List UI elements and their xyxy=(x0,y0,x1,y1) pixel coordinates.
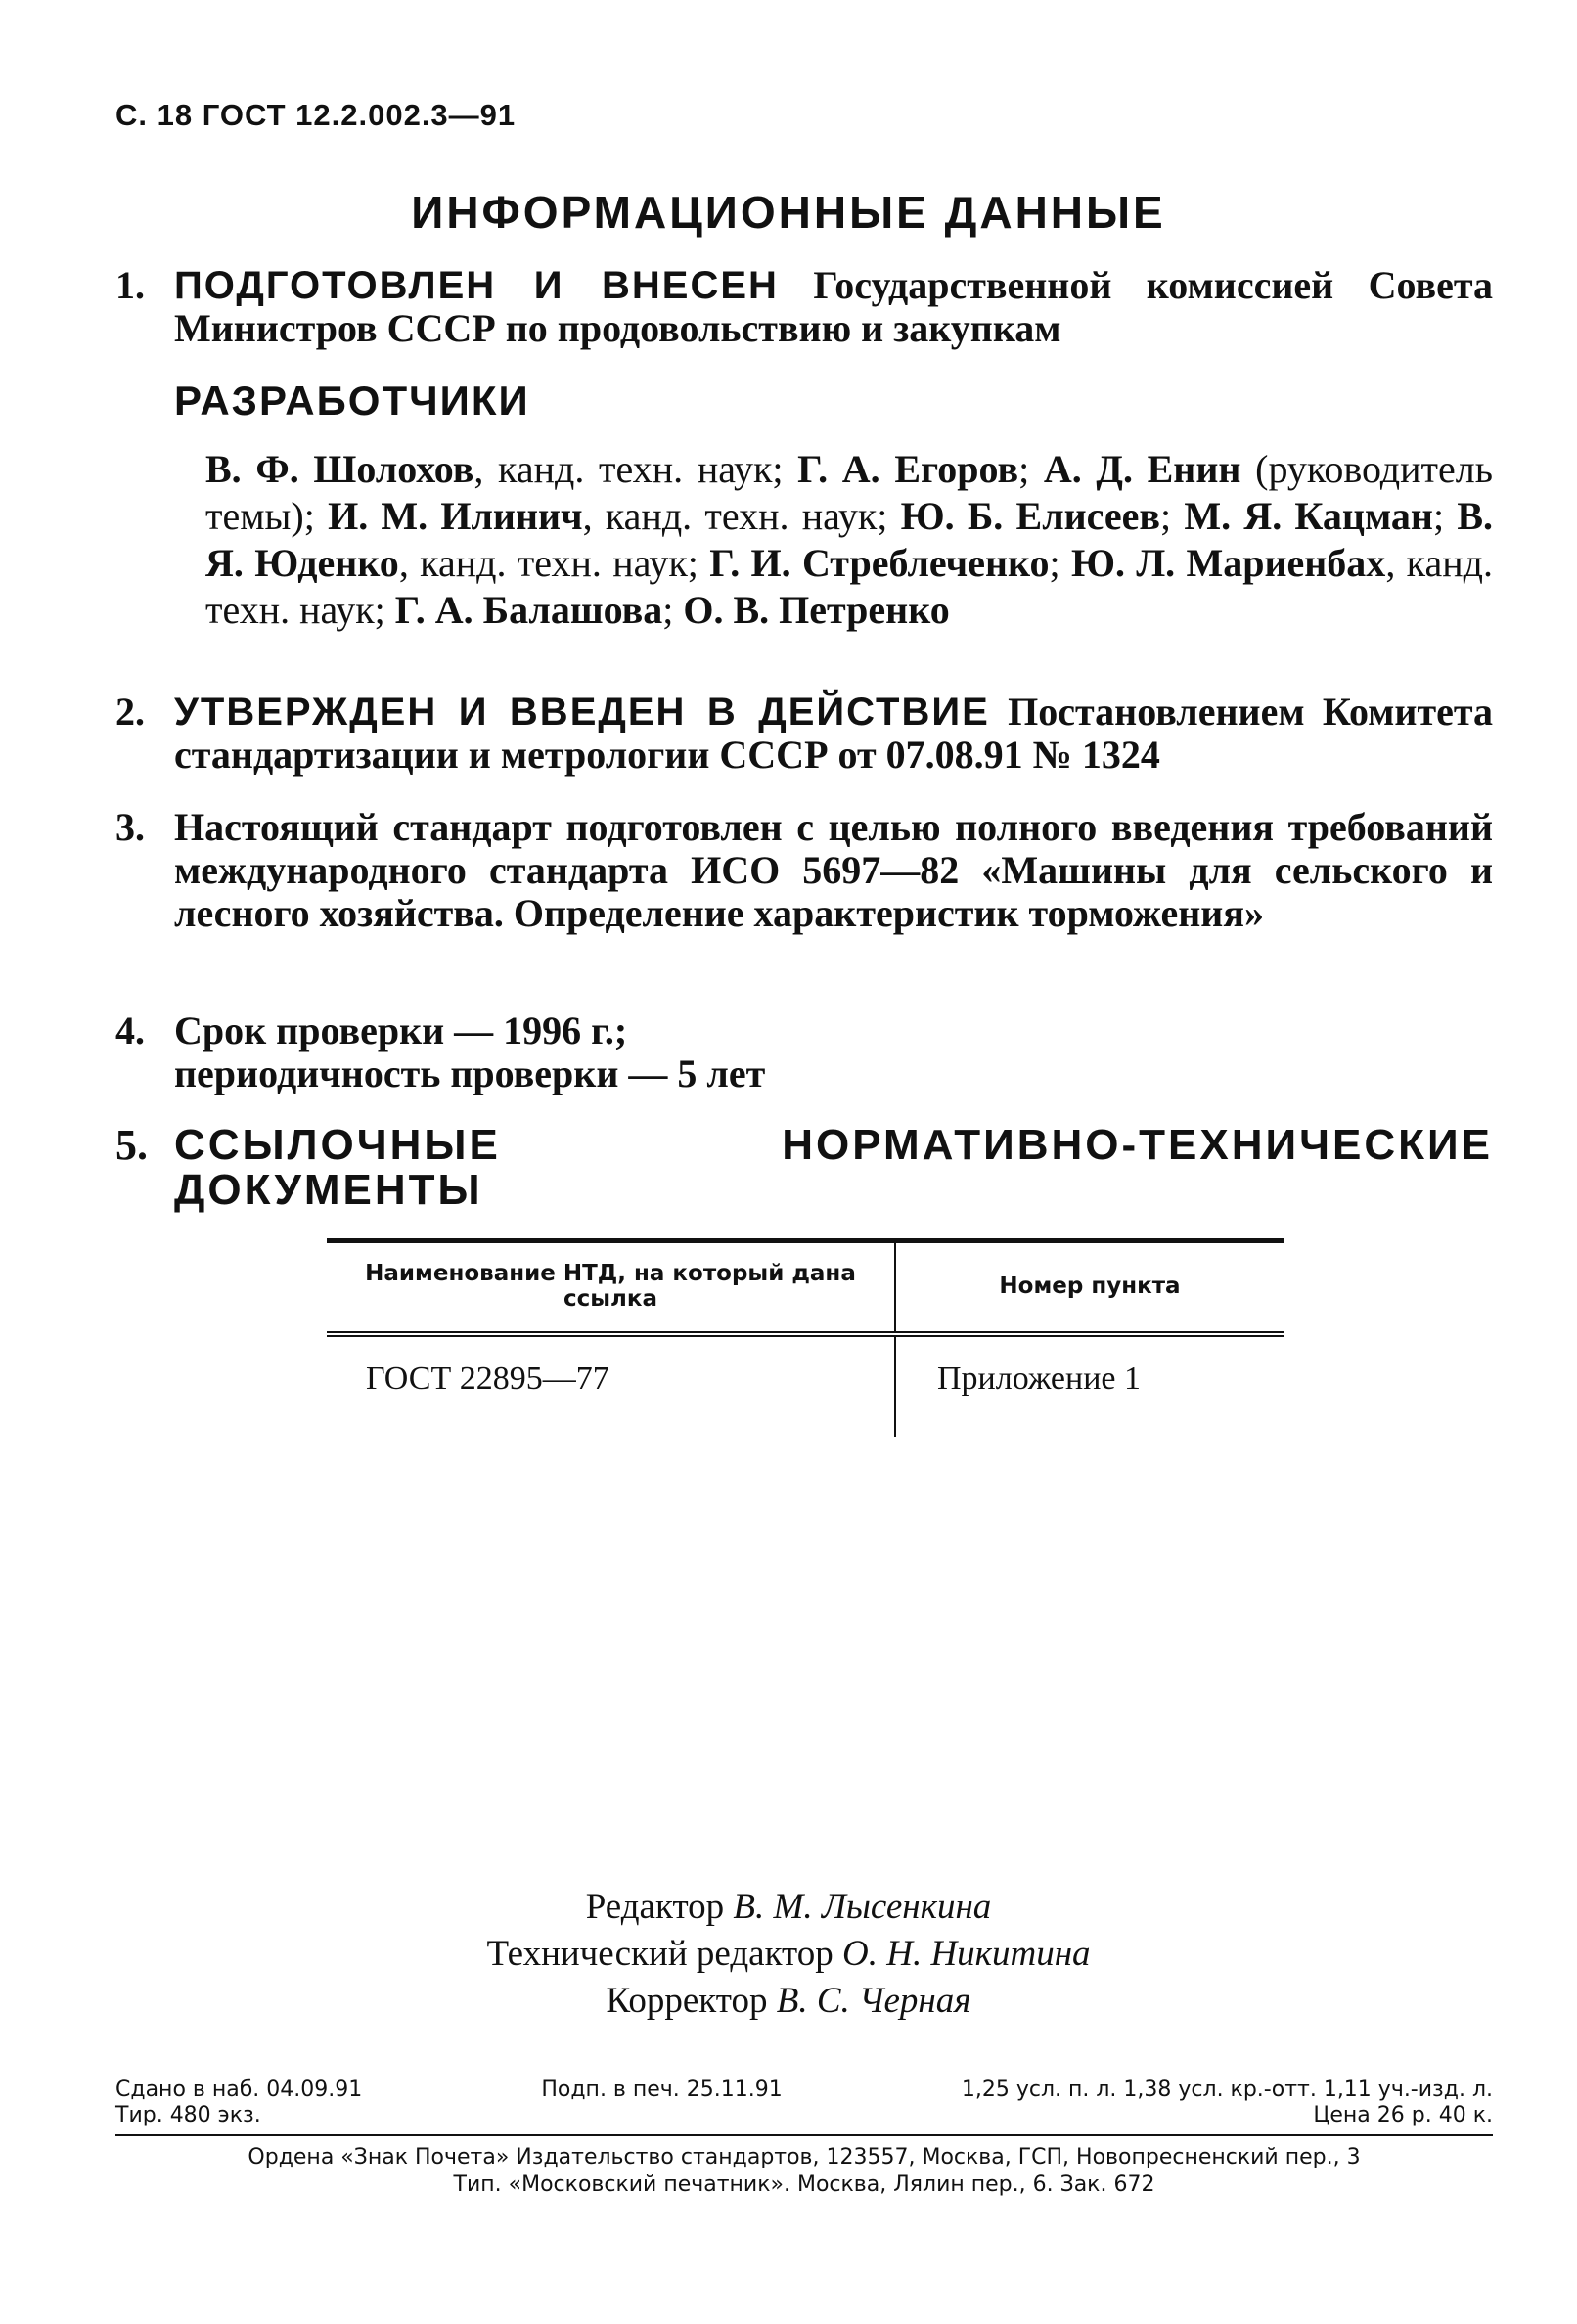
tech-editor-line xyxy=(0,1931,1577,1978)
table-cell-document: ГОСТ 22895—77 xyxy=(327,1334,895,1437)
printer-line: Тип. «Московский печатник». Москва, Лялин пер., 6. Зак. 672 xyxy=(453,2172,1155,2197)
developer-name: Г. И. Стреблеченко xyxy=(709,541,1050,585)
page-title: ИНФОРМАЦИОННЫЕ ДАННЫЕ xyxy=(411,187,1166,238)
developer-name: А. Д. Енин xyxy=(1043,447,1241,491)
imprint-volume: 1,25 усл. п. л. 1,38 усл. кр.-отт. 1,11 уч.-изд. л. xyxy=(961,2078,1493,2102)
column-header-document: Наименование НТД, на который дана ссылка xyxy=(327,1241,895,1335)
developer-role: , канд. техн. наук; xyxy=(205,541,1493,632)
developer-name: Г. А. Балашова xyxy=(394,588,663,632)
editor-role: Технический редактор xyxy=(486,1934,842,1974)
developer-name: В. Ф. Шолохов xyxy=(205,447,474,491)
item-number: 1. xyxy=(115,263,145,307)
developer-role: (руководитель темы); xyxy=(205,447,1493,538)
developer-name: В. Я. Юденко xyxy=(205,494,1493,585)
item-number: 4. xyxy=(115,1008,145,1052)
developer-role: , канд. техн. наук; xyxy=(582,494,901,538)
developer-role: ; xyxy=(1049,541,1071,585)
imprint-circulation: Тир. 480 экз. xyxy=(115,2103,261,2127)
editor-role: Корректор xyxy=(606,1981,777,2021)
editor-name: О. Н. Никитина xyxy=(842,1934,1091,1974)
developer-role: , канд. техн. наук; xyxy=(398,541,710,585)
developer-name: Г. А. Егоров xyxy=(797,447,1019,491)
review-date: Срок проверки — 1996 г.; xyxy=(174,1008,628,1052)
developer-role: , канд. техн. наук; xyxy=(473,447,798,491)
item-number: 2. xyxy=(115,690,145,734)
proofreader-line xyxy=(0,1978,1577,2025)
editor-role: Редактор xyxy=(585,1887,734,1927)
developer-role: ; xyxy=(1160,494,1185,538)
item-number: 5. xyxy=(115,1121,148,1169)
item-text: Государственной комиссией Совета Министров СССР по продовольствию и закупкам xyxy=(174,263,1494,350)
developer-name: Ю. Л. Мариенбах xyxy=(1070,541,1386,585)
table-cell-section: Приложение 1 xyxy=(937,1361,1141,1397)
table-row xyxy=(327,1334,1284,1437)
imprint-submitted: Сдано в наб. 04.09.91 xyxy=(115,2078,363,2102)
developer-name: М. Я. Кацман xyxy=(1184,494,1433,538)
developer-role: ; xyxy=(1432,494,1458,538)
page-header: С. 18 ГОСТ 12.2.002.3—91 xyxy=(115,98,517,132)
item-heading: ПОДГОТОВЛЕН И ВНЕСЕН xyxy=(174,264,779,307)
developer-name: И. М. Илинич xyxy=(328,494,583,538)
footer-divider xyxy=(115,2134,1493,2136)
item-heading: ССЫЛОЧНЫЕ НОРМАТИВНО-ТЕХНИЧЕСКИЕ ДОКУМЕНТЫ xyxy=(174,1121,1493,1214)
publisher-line: Ордена «Знак Почета» Издательство стандартов, 123557, Москва, ГСП, Новопресненский пер., 3 xyxy=(248,2145,1361,2169)
developers-label: РАЗРАБОТЧИКИ xyxy=(174,378,530,424)
review-period: периодичность проверки — 5 лет xyxy=(174,1051,766,1095)
item-heading: УТВЕРЖДЕН И ВВЕДЕН В ДЕЙСТВИЕ xyxy=(174,691,990,734)
item-number: 3. xyxy=(115,805,145,849)
reference-documents-table xyxy=(327,1238,1284,1437)
editor-line xyxy=(0,1884,1577,1931)
column-header-section: Номер пункта xyxy=(895,1241,1284,1335)
imprint-signed: Подп. в печ. 25.11.91 xyxy=(541,2078,783,2102)
publisher-block xyxy=(115,2144,1493,2199)
developer-name: Ю. Б. Елисеев xyxy=(900,494,1161,538)
table-header-row xyxy=(327,1241,1284,1335)
editor-name: В. С. Черная xyxy=(776,1981,971,2021)
editors-block xyxy=(0,1884,1577,2025)
developer-name: О. В. Петренко xyxy=(683,588,950,632)
imprint-block xyxy=(115,2078,1493,2128)
developer-role: ; xyxy=(1018,447,1044,491)
editor-name: В. М. Лысенкина xyxy=(733,1887,992,1927)
developers-list xyxy=(205,446,1493,634)
item-text: Настоящий стандарт подготовлен с целью полного введения требований международного стандарта ИСО 5697—82 «Машины для сельского и лесного хозяйства. Определение характеристик торможения» xyxy=(174,805,1493,935)
developer-role: ; xyxy=(662,588,684,632)
imprint-price: Цена 26 р. 40 к. xyxy=(1313,2103,1493,2127)
item-text: Постановлением Комитета стандартизации и метрологии СССР от 07.08.91 № 1324 xyxy=(174,690,1494,777)
